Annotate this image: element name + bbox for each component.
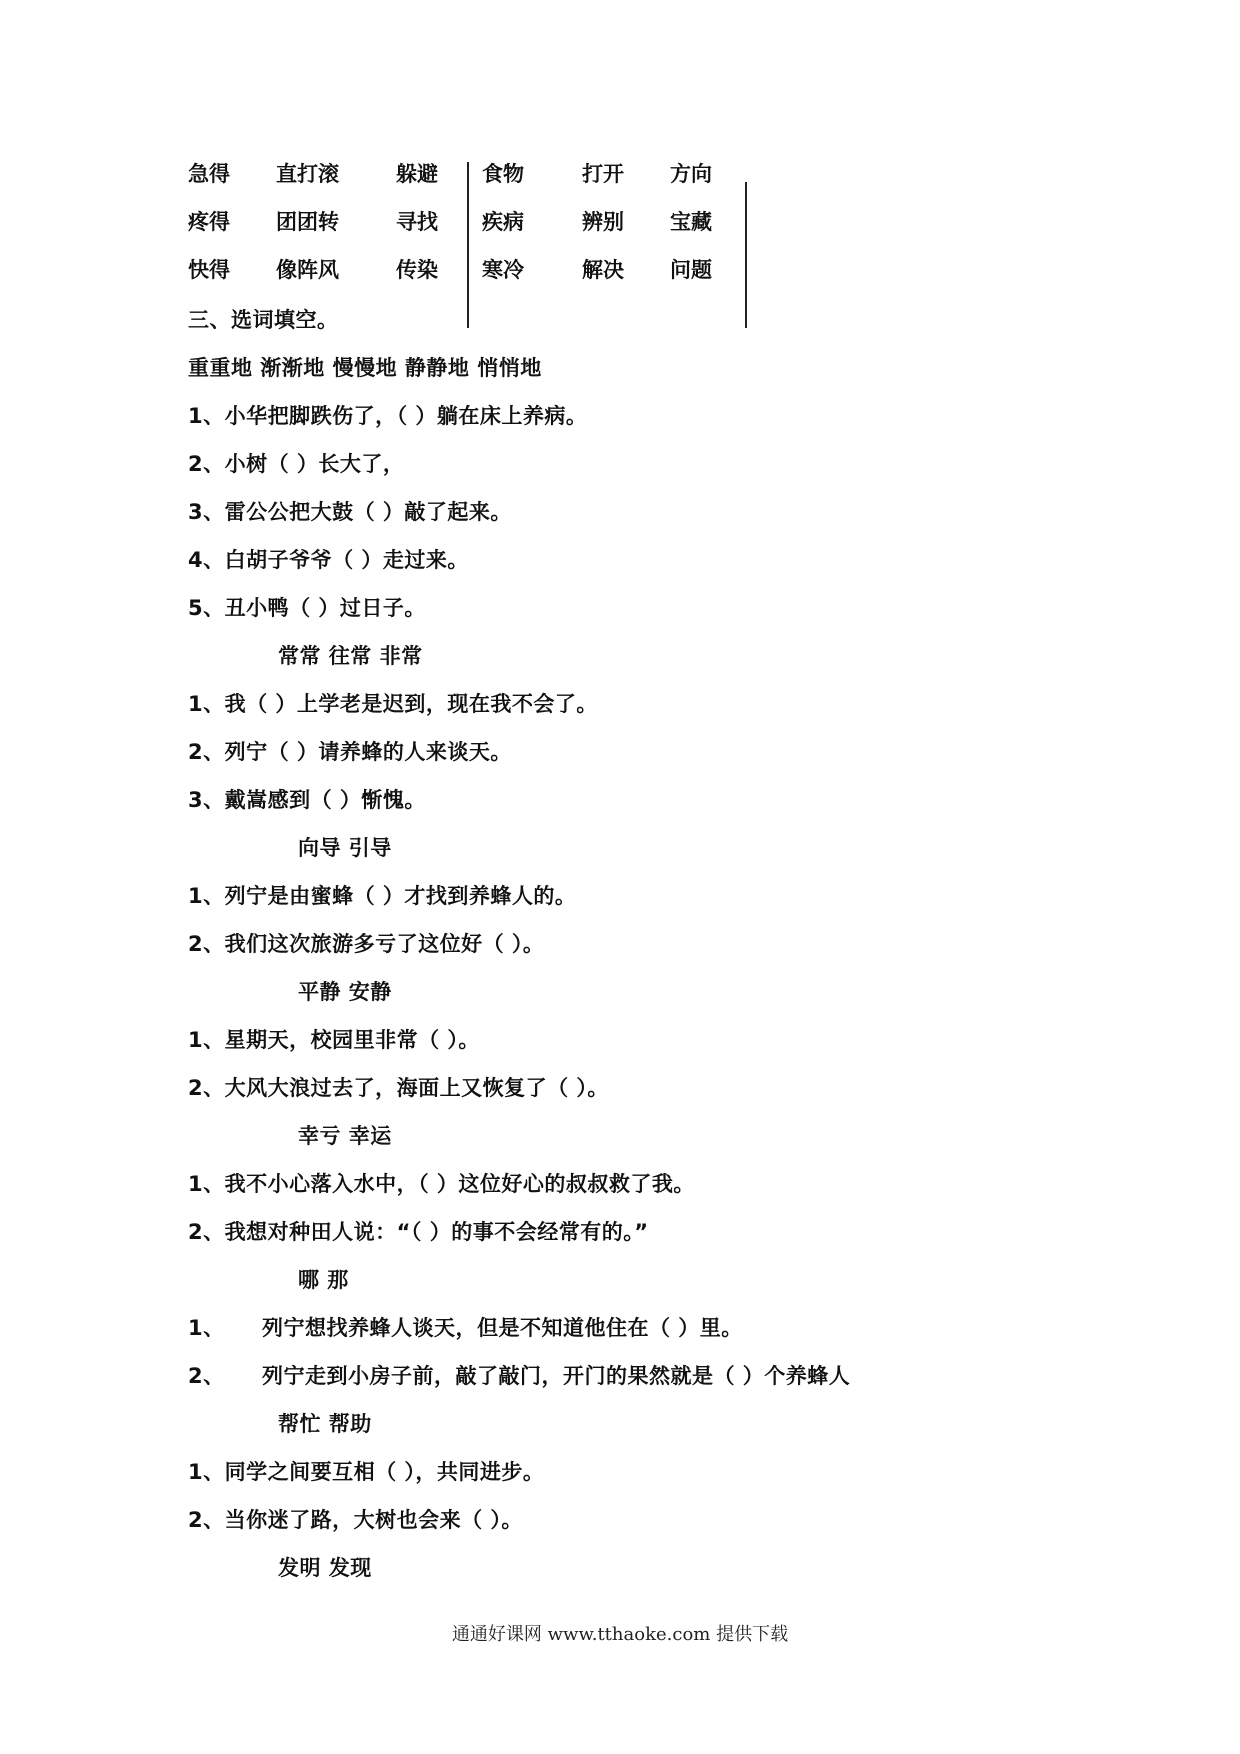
match-word: 急得 [188, 162, 230, 186]
divider-line [467, 162, 469, 328]
word-bank: 发明 发现 [278, 1556, 372, 1580]
word-bank: 向导 引导 [298, 836, 392, 860]
match-word: 辨别 [582, 210, 624, 234]
match-word: 寒冷 [482, 258, 524, 282]
match-word: 像阵风 [276, 258, 339, 282]
question-item: 2、当你迷了路，大树也会来（ ）。 [188, 1508, 523, 1532]
question-item: 1、星期天，校园里非常（ ）。 [188, 1028, 480, 1052]
question-number: 2、 [188, 1364, 225, 1388]
match-word: 宝藏 [670, 210, 712, 234]
match-word: 疾病 [482, 210, 524, 234]
question-item: 1、我（ ）上学老是迟到，现在我不会了。 [188, 692, 598, 716]
match-word: 打开 [582, 162, 624, 186]
question-item: 1、小华把脚跌伤了，（ ）躺在床上养病。 [188, 404, 588, 428]
question-item: 列宁想找养蜂人谈天，但是不知道他住在（ ）里。 [262, 1316, 743, 1340]
match-word: 团团转 [276, 210, 339, 234]
question-item: 2、我想对种田人说：“（ ）的事不会经常有的。” [188, 1220, 649, 1244]
match-word: 解决 [582, 258, 624, 282]
question-item: 4、白胡子爷爷（ ）走过来。 [188, 548, 469, 572]
word-bank: 帮忙 帮助 [278, 1412, 372, 1436]
match-word: 直打滚 [276, 162, 339, 186]
question-item: 5、丑小鸭（ ）过日子。 [188, 596, 426, 620]
divider-line [745, 182, 747, 328]
question-number: 1、 [188, 1316, 225, 1340]
question-item: 1、列宁是由蜜蜂（ ）才找到养蜂人的。 [188, 884, 577, 908]
question-item: 1、我不小心落入水中，（ ）这位好心的叔叔救了我。 [188, 1172, 695, 1196]
question-item: 2、列宁（ ）请养蜂的人来谈天。 [188, 740, 512, 764]
word-bank: 重重地 渐渐地 慢慢地 静静地 悄悄地 [188, 356, 542, 380]
match-word: 躲避 [396, 162, 438, 186]
match-word: 疼得 [188, 210, 230, 234]
page-footer: 通通好课网 www.tthaoke.com 提供下载 [451, 1624, 789, 1645]
question-item: 1、同学之间要互相（ ），共同进步。 [188, 1460, 545, 1484]
match-word: 食物 [482, 162, 524, 186]
match-word: 快得 [188, 258, 230, 282]
word-bank: 幸亏 幸运 [298, 1124, 392, 1148]
match-word: 寻找 [396, 210, 438, 234]
word-bank: 常常 往常 非常 [278, 644, 423, 668]
match-word: 传染 [396, 258, 438, 282]
word-bank: 哪 那 [298, 1268, 349, 1292]
question-item: 3、雷公公把大鼓（ ）敲了起来。 [188, 500, 512, 524]
question-item: 2、我们这次旅游多亏了这位好（ ）。 [188, 932, 545, 956]
word-bank: 平静 安静 [298, 980, 392, 1004]
question-item: 3、戴嵩感到（ ）惭愧。 [188, 788, 426, 812]
question-item: 2、大风大浪过去了，海面上又恢复了（ ）。 [188, 1076, 609, 1100]
question-item: 列宁走到小房子前，敲了敲门，开门的果然就是（ ）个养蜂人 [262, 1364, 851, 1388]
question-item: 2、小树（ ）长大了， [188, 452, 405, 476]
section-title: 三、选词填空。 [188, 308, 339, 332]
match-word: 问题 [670, 258, 712, 282]
match-word: 方向 [670, 162, 712, 186]
